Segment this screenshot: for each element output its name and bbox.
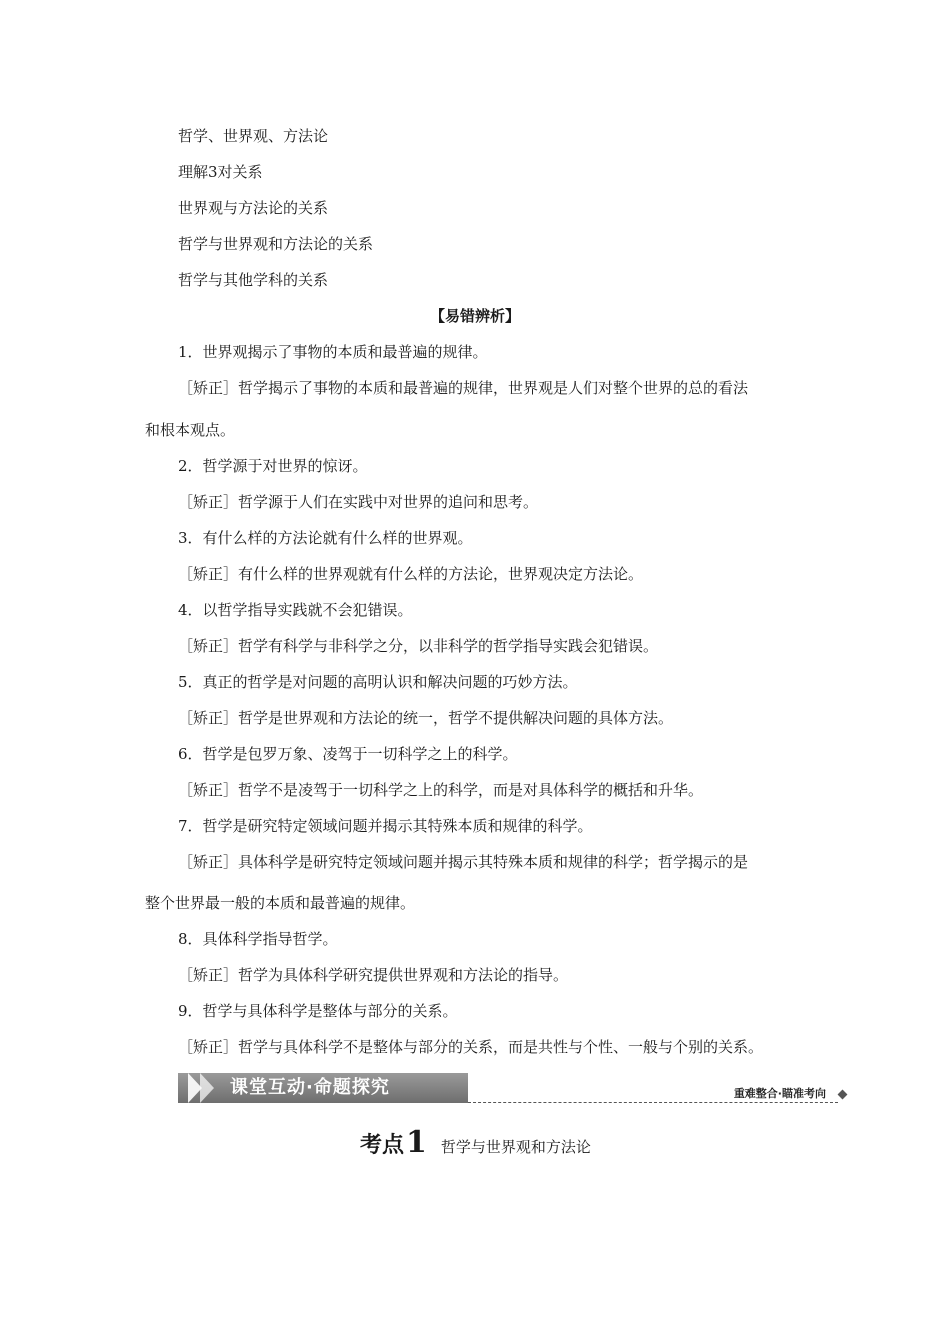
question-9: 9．哲学与具体科学是整体与部分的关系。 <box>178 1002 458 1020</box>
outline-item: 理解3对关系 <box>178 163 263 181</box>
question-6: 6．哲学是包罗万象、凌驾于一切科学之上的科学。 <box>178 745 518 763</box>
correction-5: ［矫正］哲学是世界观和方法论的统一，哲学不提供解决问题的具体方法。 <box>178 709 674 727</box>
kaodian-label: 考点 <box>360 1133 405 1158</box>
outline-item: 哲学与世界观和方法论的关系 <box>178 235 374 253</box>
question-2: 2．哲学源于对世界的惊讶。 <box>178 457 368 475</box>
kaodian-title: 哲学与世界观和方法论 <box>440 1138 591 1156</box>
banner-divider <box>468 1102 838 1103</box>
correction-1: ［矫正］哲学揭示了事物的本质和最普遍的规律，世界观是人们对整个世界的总的看法 <box>178 379 749 397</box>
diamond-icon <box>838 1090 848 1100</box>
outline-item: 世界观与方法论的关系 <box>178 199 329 217</box>
question-7: 7．哲学是研究特定领域问题并揭示其特殊本质和规律的科学。 <box>178 817 593 835</box>
correction-7-cont: 整个世界最一般的本质和最普遍的规律。 <box>145 894 416 912</box>
question-8: 8．具体科学指导哲学。 <box>178 930 338 948</box>
chevron-right-icon <box>200 1073 214 1103</box>
correction-4: ［矫正］哲学有科学与非科学之分，以非科学的哲学指导实践会犯错误。 <box>178 637 659 655</box>
banner-subtitle: 重难整合·瞄准考向 <box>733 1087 826 1100</box>
outline-item: 哲学、世界观、方法论 <box>178 127 329 145</box>
kaodian-heading <box>360 1125 591 1161</box>
kaodian-number: 1 <box>406 1125 427 1160</box>
correction-9: ［矫正］哲学与具体科学不是整体与部分的关系，而是共性与个性、一般与个别的关系。 <box>178 1038 764 1056</box>
question-5: 5．真正的哲学是对问题的高明认识和解决问题的巧妙方法。 <box>178 673 578 691</box>
banner-title: 课堂互动·命题探究 <box>230 1077 390 1098</box>
correction-8: ［矫正］哲学为具体科学研究提供世界观和方法论的指导。 <box>178 966 569 984</box>
correction-2: ［矫正］哲学源于人们在实践中对世界的追问和思考。 <box>178 493 539 511</box>
question-1: 1．世界观揭示了事物的本质和最普遍的规律。 <box>178 343 488 361</box>
correction-7: ［矫正］具体科学是研究特定领域问题并揭示其特殊本质和规律的科学；哲学揭示的是 <box>178 853 749 871</box>
section-title: 【易错辨析】 <box>429 307 520 325</box>
outline-item: 哲学与其他学科的关系 <box>178 271 329 289</box>
correction-1-cont: 和根本观点。 <box>145 421 236 439</box>
question-4: 4．以哲学指导实践就不会犯错误。 <box>178 601 413 619</box>
correction-3: ［矫正］有什么样的世界观就有什么样的方法论，世界观决定方法论。 <box>178 565 644 583</box>
section-banner <box>178 1071 848 1107</box>
question-3: 3．有什么样的方法论就有什么样的世界观。 <box>178 529 473 547</box>
correction-6: ［矫正］哲学不是凌驾于一切科学之上的科学，而是对具体科学的概括和升华。 <box>178 781 704 799</box>
